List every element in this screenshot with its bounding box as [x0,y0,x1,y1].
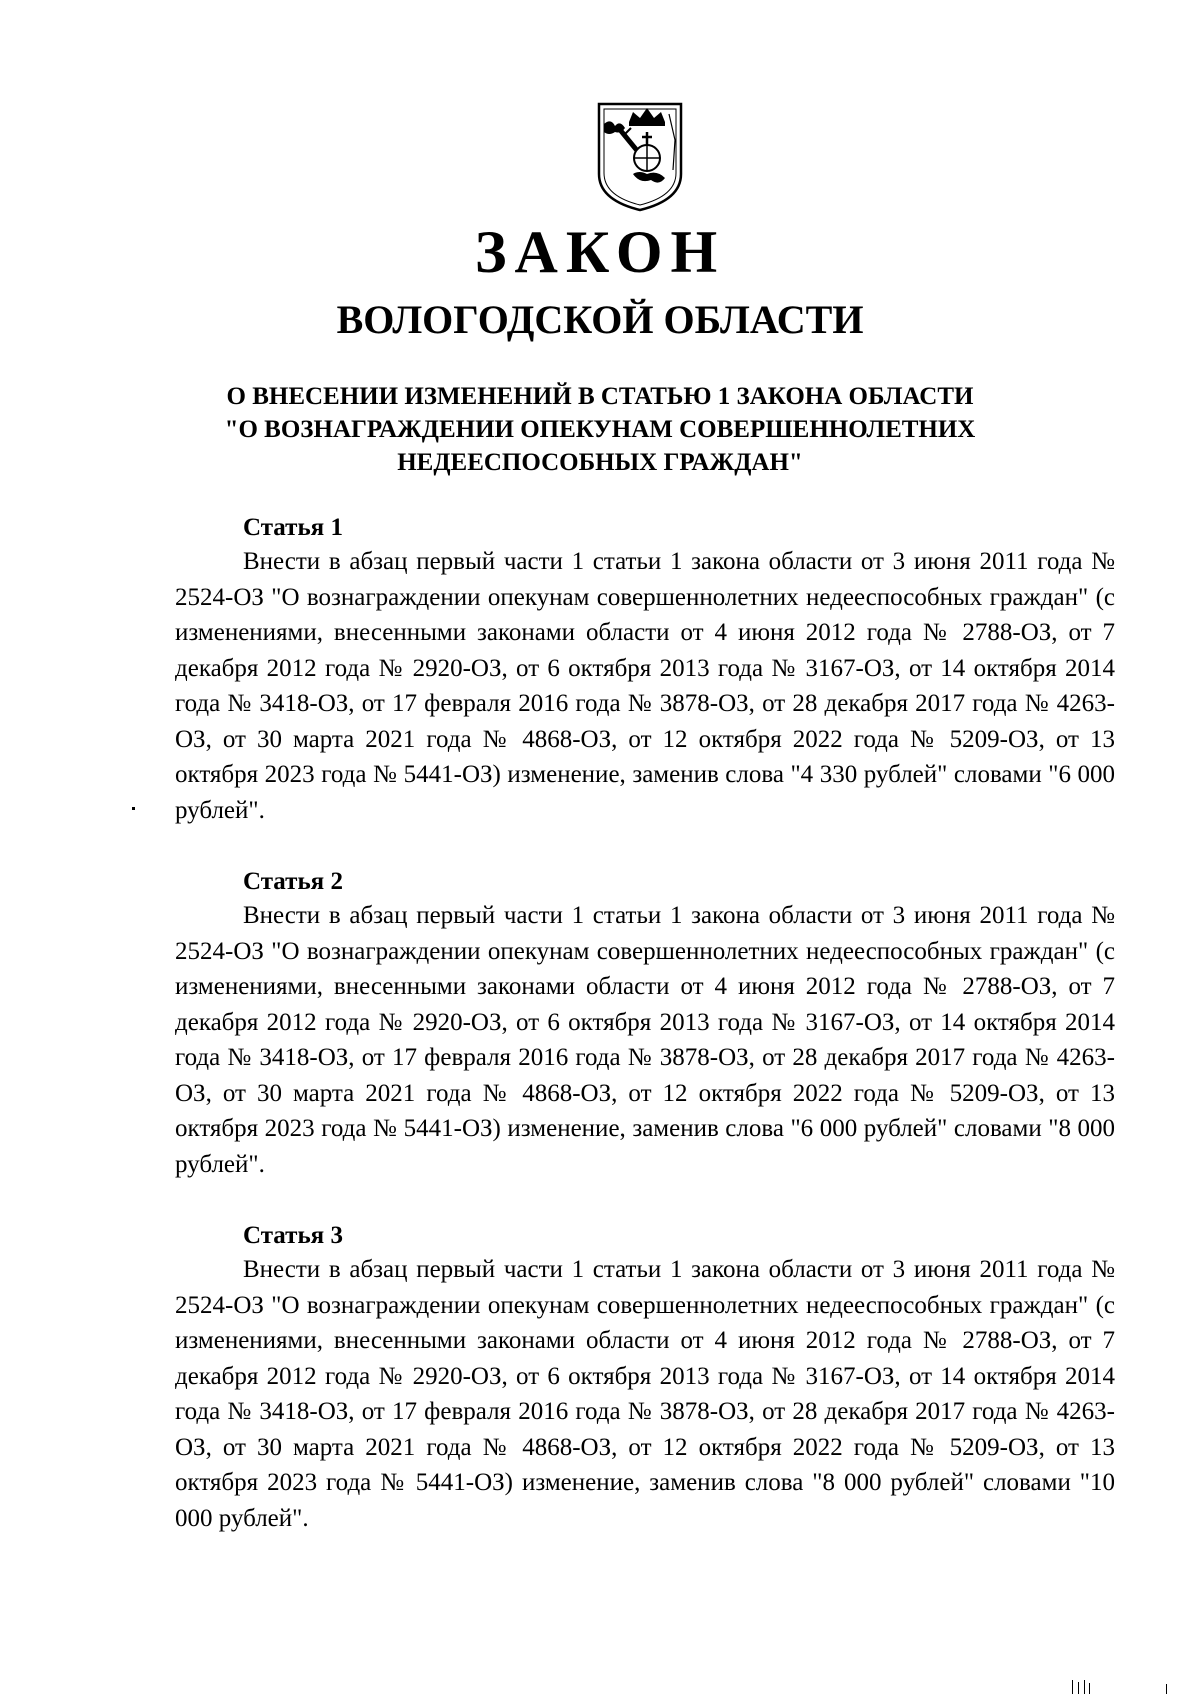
article-heading: Статья 1 [243,514,343,541]
article-heading: Статья 3 [243,1222,343,1249]
law-name-line: О ВНЕСЕНИИ ИЗМЕНЕНИЙ В СТАТЬЮ 1 ЗАКОНА ОБЛАСТИ [226,383,974,410]
scan-mark [1072,1680,1073,1694]
law-name [150,380,1050,479]
scan-mark [1166,1684,1167,1694]
scan-dot [132,807,135,810]
article-2 [175,866,1115,1182]
article-3 [175,1220,1115,1536]
article-text: Внести в абзац первый части 1 статьи 1 закона области от 3 июня 2011 года № 2524-ОЗ "О вознаграждении опекунам совершеннолетних недееспособных граждан" (с изменениями, внесенными законами области от 4 июня 2012 года № 2788-ОЗ, от 7 декабря 2012 года № 2920-ОЗ, от 6 октября 2013 года № 3167-ОЗ, от 14 октября 2014 года № 3418-ОЗ, от 17 февраля 2016 года № 3878-ОЗ, от 28 декабря 2017 года № 4263-ОЗ, от 30 марта 2021 года № 4868-ОЗ, от 12 октября 2022 года № 5209-ОЗ, от 13 октября 2023 года № 5441-ОЗ) изменение, заменив слова "4 330 рублей" словами "6 000 рублей". [175,548,1115,824]
coat-of-arms-icon [595,100,685,212]
article-text: Внести в абзац первый части 1 статьи 1 закона области от 3 июня 2011 года № 2524-ОЗ "О вознаграждении опекунам совершеннолетних недееспособных граждан" (с изменениями, внесенными законами области от 4 июня 2012 года № 2788-ОЗ, от 7 декабря 2012 года № 2920-ОЗ, от 6 октября 2013 года № 3167-ОЗ, от 14 октября 2014 года № 3418-ОЗ, от 17 февраля 2016 года № 3878-ОЗ, от 28 декабря 2017 года № 4263-ОЗ, от 30 марта 2021 года № 4868-ОЗ, от 12 октября 2022 года № 5209-ОЗ, от 13 октября 2023 года № 5441-ОЗ) изменение, заменив слова "8 000 рублей" словами "10 000 рублей". [175,1256,1115,1532]
document-title: ЗАКОН [474,219,726,285]
document-subtitle: ВОЛОГОДСКОЙ ОБЛАСТИ [336,297,864,342]
article-1 [175,512,1115,828]
article-text: Внести в абзац первый части 1 статьи 1 закона области от 3 июня 2011 года № 2524-ОЗ "О вознаграждении опекунам совершеннолетних недееспособных граждан" (с изменениями, внесенными законами области от 4 июня 2012 года № 2788-ОЗ, от 7 декабря 2012 года № 2920-ОЗ, от 6 октября 2013 года № 3167-ОЗ, от 14 октября 2014 года № 3418-ОЗ, от 17 февраля 2016 года № 3878-ОЗ, от 28 декабря 2017 года № 4263-ОЗ, от 30 марта 2021 года № 4868-ОЗ, от 12 октября 2022 года № 5209-ОЗ, от 13 октября 2023 года № 5441-ОЗ) изменение, заменив слова "6 000 рублей" словами "8 000 рублей". [175,902,1115,1178]
scan-mark [1089,1683,1090,1694]
scan-mark [1084,1680,1085,1694]
article-heading: Статья 2 [243,868,343,895]
scan-mark [1078,1682,1079,1694]
law-name-line: НЕДЕЕСПОСОБНЫХ ГРАЖДАН" [397,449,803,476]
law-name-line: "О ВОЗНАГРАЖДЕНИИ ОПЕКУНАМ СОВЕРШЕННОЛЕТНИХ [224,416,976,443]
